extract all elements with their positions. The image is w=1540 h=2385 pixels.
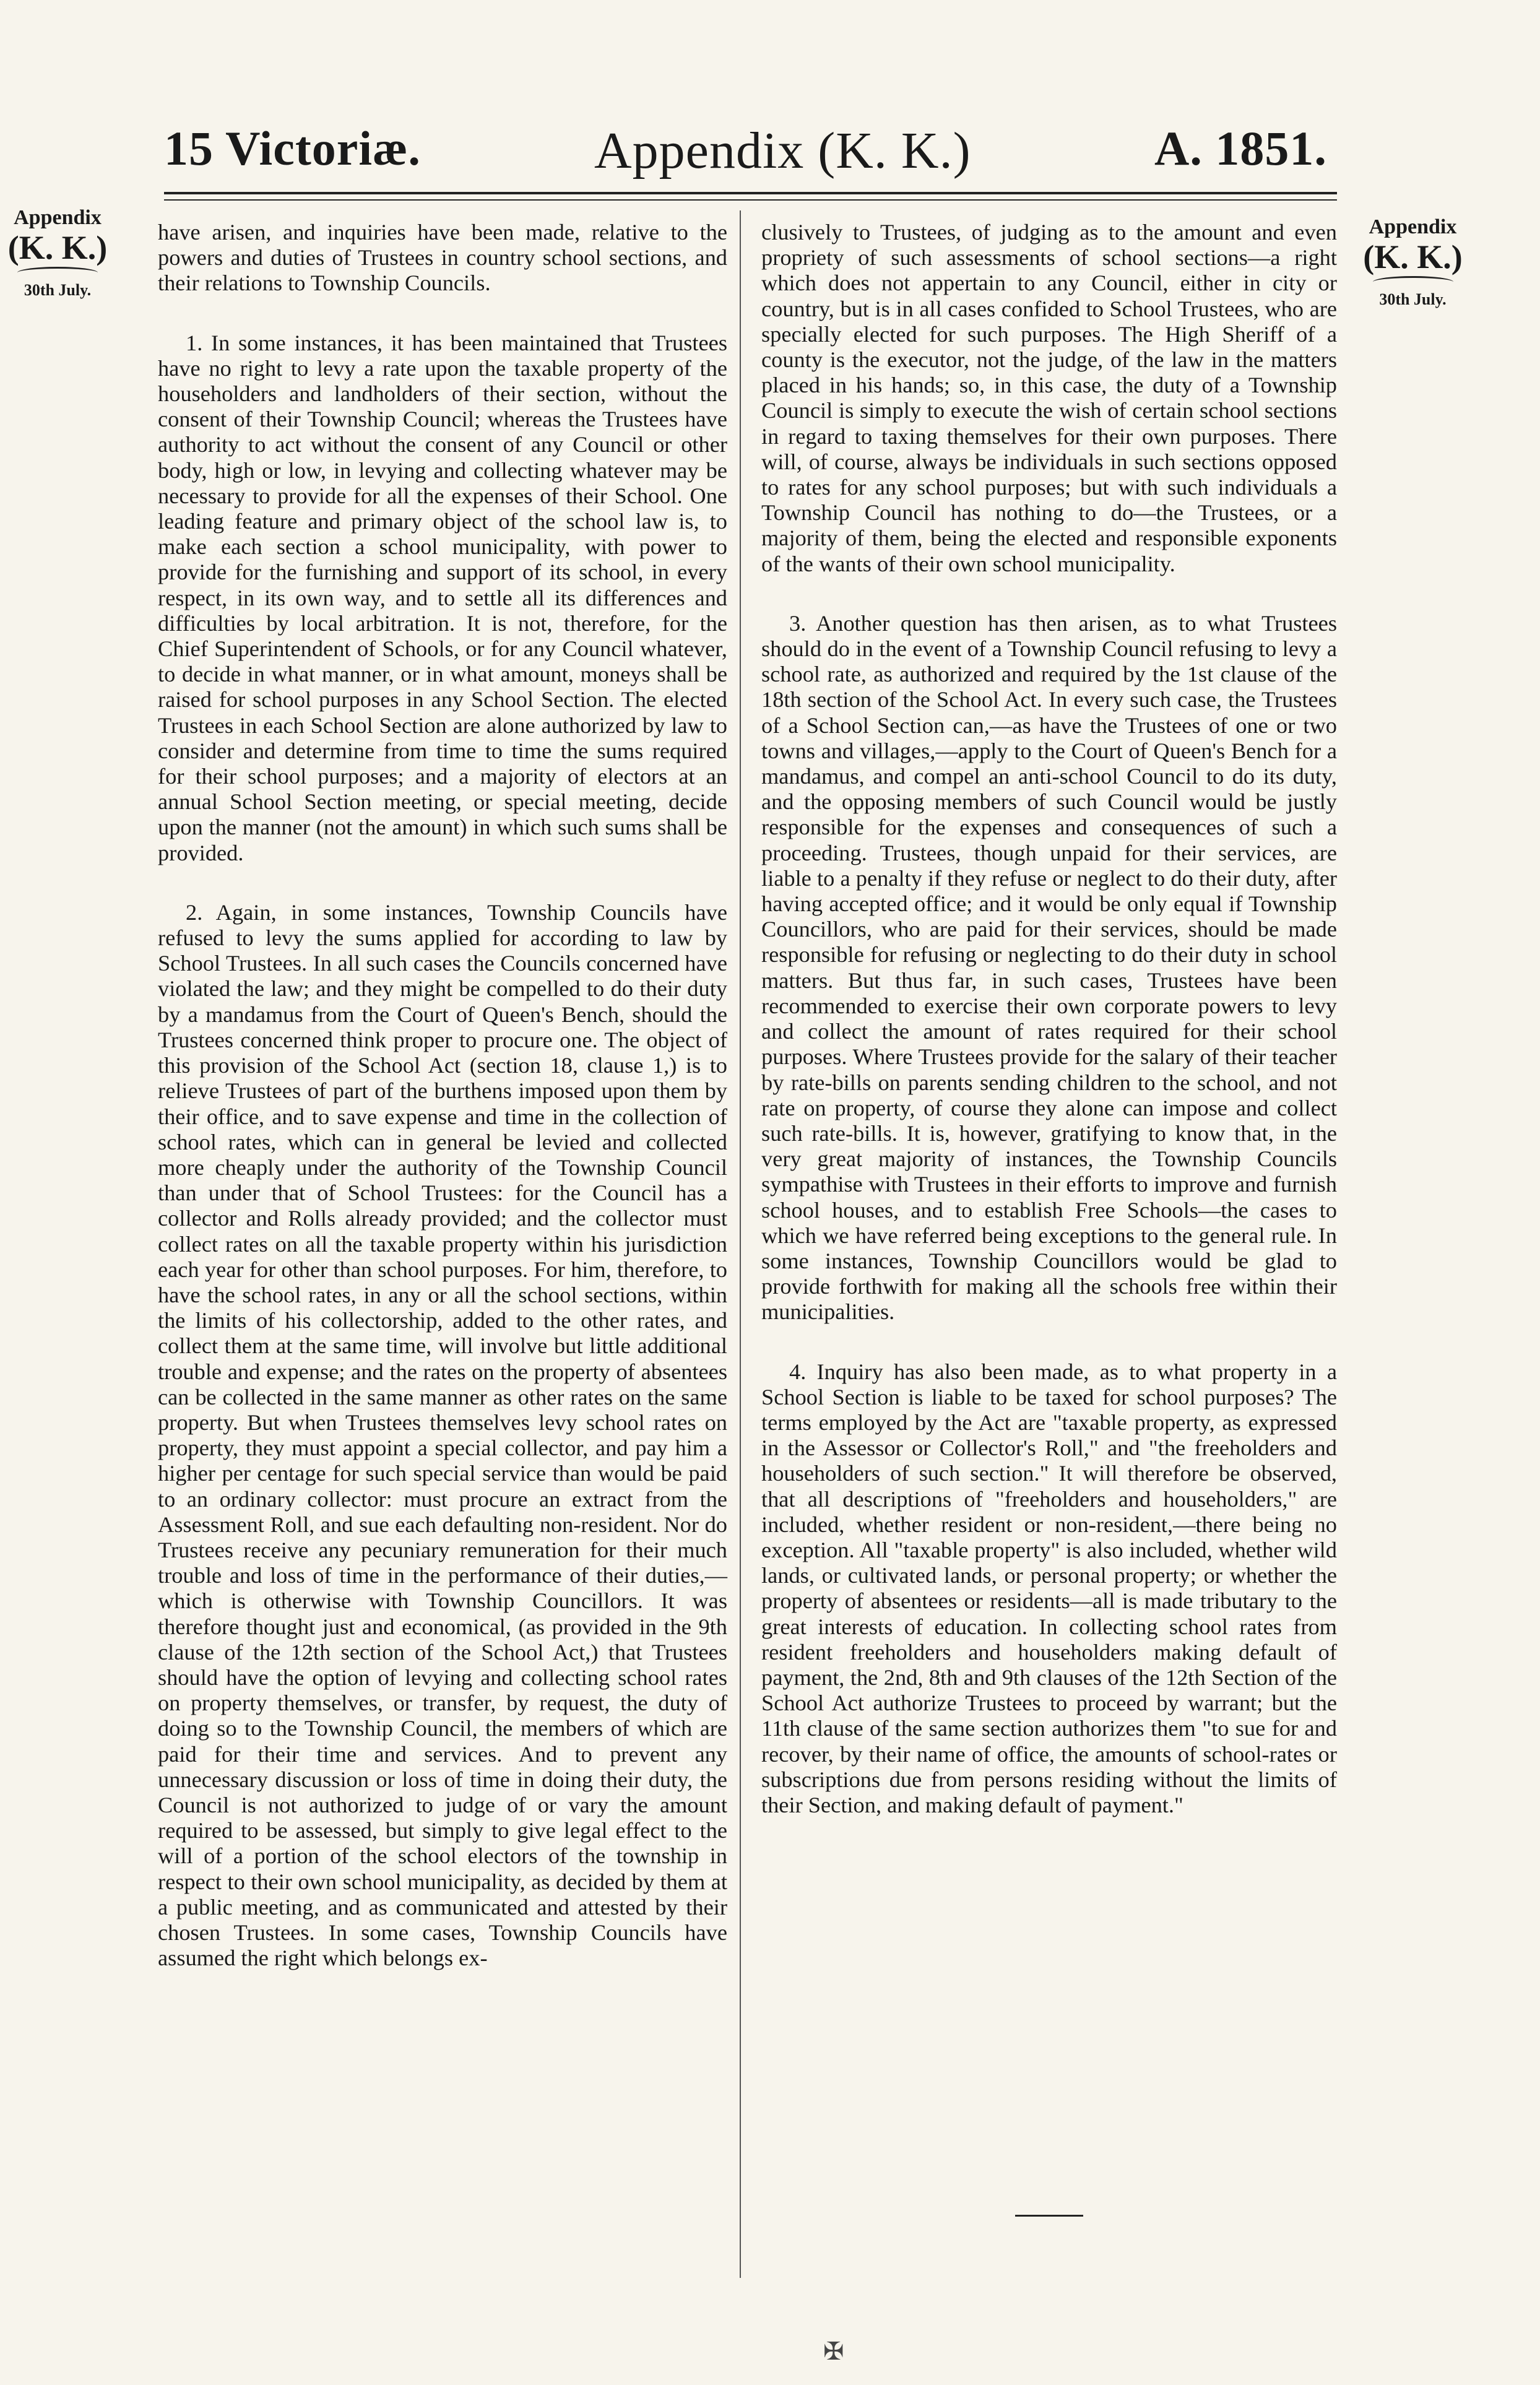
right-continuation-paragraph: clusively to Trustees, of judging as to the amount and even propriety of such assessments of school sections—a right which does not appertain to any Council, either in city or country, but is in all cases confided to School Trustees, who are specially elected for such purposes. The High Sheriff of a county is the executor, not the judge, of the law in the matters placed in his hands; so, in this case, the duty of a Township Council is simply to execute the wish of certain school sections in regard to taxing themselves for their own purposes. There will, of course, always be individuals in such sections opposed to rates for any school purposes; but with such individuals a Township Council has nothing to do—the Trustees, or a majority of them, being the elected and responsible exponents of the wants of their own school municipality.	[761, 220, 1337, 576]
header-year: A. 1851.	[1154, 121, 1327, 175]
paragraph-4: 4. Inquiry has also been made, as to what property in a School Section is liable to be taxed for school purposes? The terms employed by the Act are "taxable property, as expressed in the Assessor or Collector's Roll," and "the freeholders and householders of such section." It will therefore be observed, that all descriptions of "freeholders and householders," are included, whether resident or non-resident,—there being no exception. All "taxable property" is also included, whether wild lands, or cultivated lands, or personal property; or whether the property of absentees or residents—all is made tributary to the great interests of education. In collecting school rates from resident freeholders and householders making default of payment, the 2nd, 8th and 9th clauses of the 12th Section of the School Act authorize Trustees to proceed by warrant; but the 11th clause of the same section authorizes them "to sue for and recover, by their name of office, the amounts of school-rates or subscriptions due from persons residing without the limits of their Section, and making default of payment."	[761, 1359, 1337, 1817]
header-appendix-title: Appendix (K. K.)	[594, 122, 971, 180]
section-end-rule	[1015, 2215, 1083, 2217]
paragraph-2: 2. Again, in some instances, Township Councils have refused to levy the sums applied for according to law by School Trustees. In all such cases the Councils concerned have violated the law; and they might be compelled to do their duty by a mandamus from the Court of Queen's Bench, should the Trustees concerned think proper to procure one. The object of this provision of the School Act (section 18, clause 1,) is to relieve Trustees of part of the burthens imposed upon them by their office, and to save expense and time in the collection of school rates, which can in general be levied and collected more cheaply under the authority of the Township Council than under that of School Trustees: for the Council has a collector and Rolls already provided; and the collector must collect rates on all the taxable property within his jurisdiction each year for other than school purposes. For him, therefore, to have the school rates, in any or all the school sections, within the limits of his collectorship, added to the other rates, and collect them at the same time, will involve but little additional trouble and expense; and the rates on the property of absentees can be collected in the same manner as other rates on the same property. But when Trustees themselves levy school rates on property, they must appoint a special collector, and pay him a higher per centage for such special service than would be paid to an ordinary collector: must procure an extract from the Assessment Roll, and sue each defaulting non-resident. Nor do Trustees receive any pecuniary remuneration for their much trouble and loss of time in the performance of their duties,—which is otherwise with Township Councillors. It was therefore thought just and economical, (as provided in the 9th clause of the 12th section of the School Act,) that Trustees should have the option of levying and collecting school rates on property themselves, or transfer, by request, the duty of doing so to the Township Council, the members of which are paid for their time and services. And to prevent any unnecessary discussion or loss of time in doing their duty, the Council is not authorized to judge of or vary the amount required to be assessed, but simply to give legal effect to the will of a portion of the school electors of the township in respect to their own school municipality, as decided by them at a public meeting, and as communicated and attested by their chosen Trustees. In some cases, Township Councils have assumed the right which belongs ex-	[158, 899, 727, 1971]
paragraph-3: 3. Another question has then arisen, as to what Trustees should do in the event of a Township Council refusing to levy a school rate, as authorized and required by the 1st clause of the 18th section of the School Act. In every such case, the Trustees of a School Section can,—as have the Trustees of one or two towns and villages,—apply to the Court of Queen's Bench for a mandamus, and compel an anti-school Council to do its duty, and the opposing members of such Council would be justly responsible for the expenses and consequences of such a proceeding. Trustees, though unpaid for their services, are liable to a penalty if they refuse or neglect to do their duty, after having accepted office; and it would be only equal if Township Councillors, who are paid for their services, should be made responsible for refusing or neglecting to do their duty in school matters. But thus far, in such cases, Trustees have been recommended to exercise their own corporate powers to levy and collect the amount of rates required for their school purposes. Where Trustees provide for the salary of their teacher by rate-bills on parents sending children to the school, and not rate on property, of course they alone can impose and collect such rate-bills. It is, however, gratifying to know that, in the very great majority of instances, the Township Councils sympathise with Trustees in their efforts to improve and furnish school houses, and to establish Free Schools—the cases to which we have referred being exceptions to the general rule. In some instances, Township Councillors would be glad to provide forthwith for making all the schools free within their municipalities.	[761, 610, 1337, 1325]
left-intro-paragraph: have arisen, and inquiries have been made, relative to the powers and duties of Trustees in country school sections, and their relations to Township Councils.	[158, 220, 727, 296]
right-column	[761, 220, 1337, 1852]
left-column	[158, 220, 727, 2005]
printer-ornament-icon: ✠	[823, 2337, 844, 2365]
margin-note-left-brace	[17, 267, 98, 279]
margin-note-right-brace	[1373, 276, 1453, 288]
margin-note-left	[5, 207, 110, 298]
margin-note-left-appendix: Appendix	[14, 206, 102, 229]
column-divider	[740, 210, 741, 2278]
margin-note-right-appendix: Appendix	[1369, 215, 1457, 238]
margin-note-right-date: 30th July.	[1379, 290, 1447, 308]
header-rule-thin	[164, 199, 1337, 201]
margin-note-left-kk: (K. K.)	[7, 229, 108, 266]
paragraph-1: 1. In some instances, it has been maintained that Trustees have no right to levy a rate upon the taxable property of the householders and landholders of their section, without the consent of their Township Council; whereas the Trustees have authority to act without the consent of any Council or other body, high or low, in levying and collecting whatever may be necessary to provide for all the expenses of their School. One leading feature and primary object of the school law is, to make each section a school municipality, with power to provide for the furnishing and support of its school, in every respect, in its own way, and to settle all its differences and difficulties by local arbitration. It is not, therefore, for the Chief Superintendent of Schools, or for any Council whatever, to decide in what manner, or in what amount, moneys shall be raised for school purposes in any School Section. The elected Trustees in each School Section are alone authorized by law to consider and determine from time to time the sums required for their school purposes; and a majority of electors at an annual School Section meeting, or special meeting, decide upon the manner (not the amount) in which such sums shall be provided.	[158, 330, 727, 865]
margin-note-right	[1359, 217, 1467, 308]
header-regnal-year: 15 Victoriæ.	[164, 121, 421, 175]
header-rule-thick	[164, 192, 1337, 194]
margin-note-right-kk: (K. K.)	[1363, 238, 1463, 275]
margin-note-left-date: 30th July.	[24, 281, 92, 299]
